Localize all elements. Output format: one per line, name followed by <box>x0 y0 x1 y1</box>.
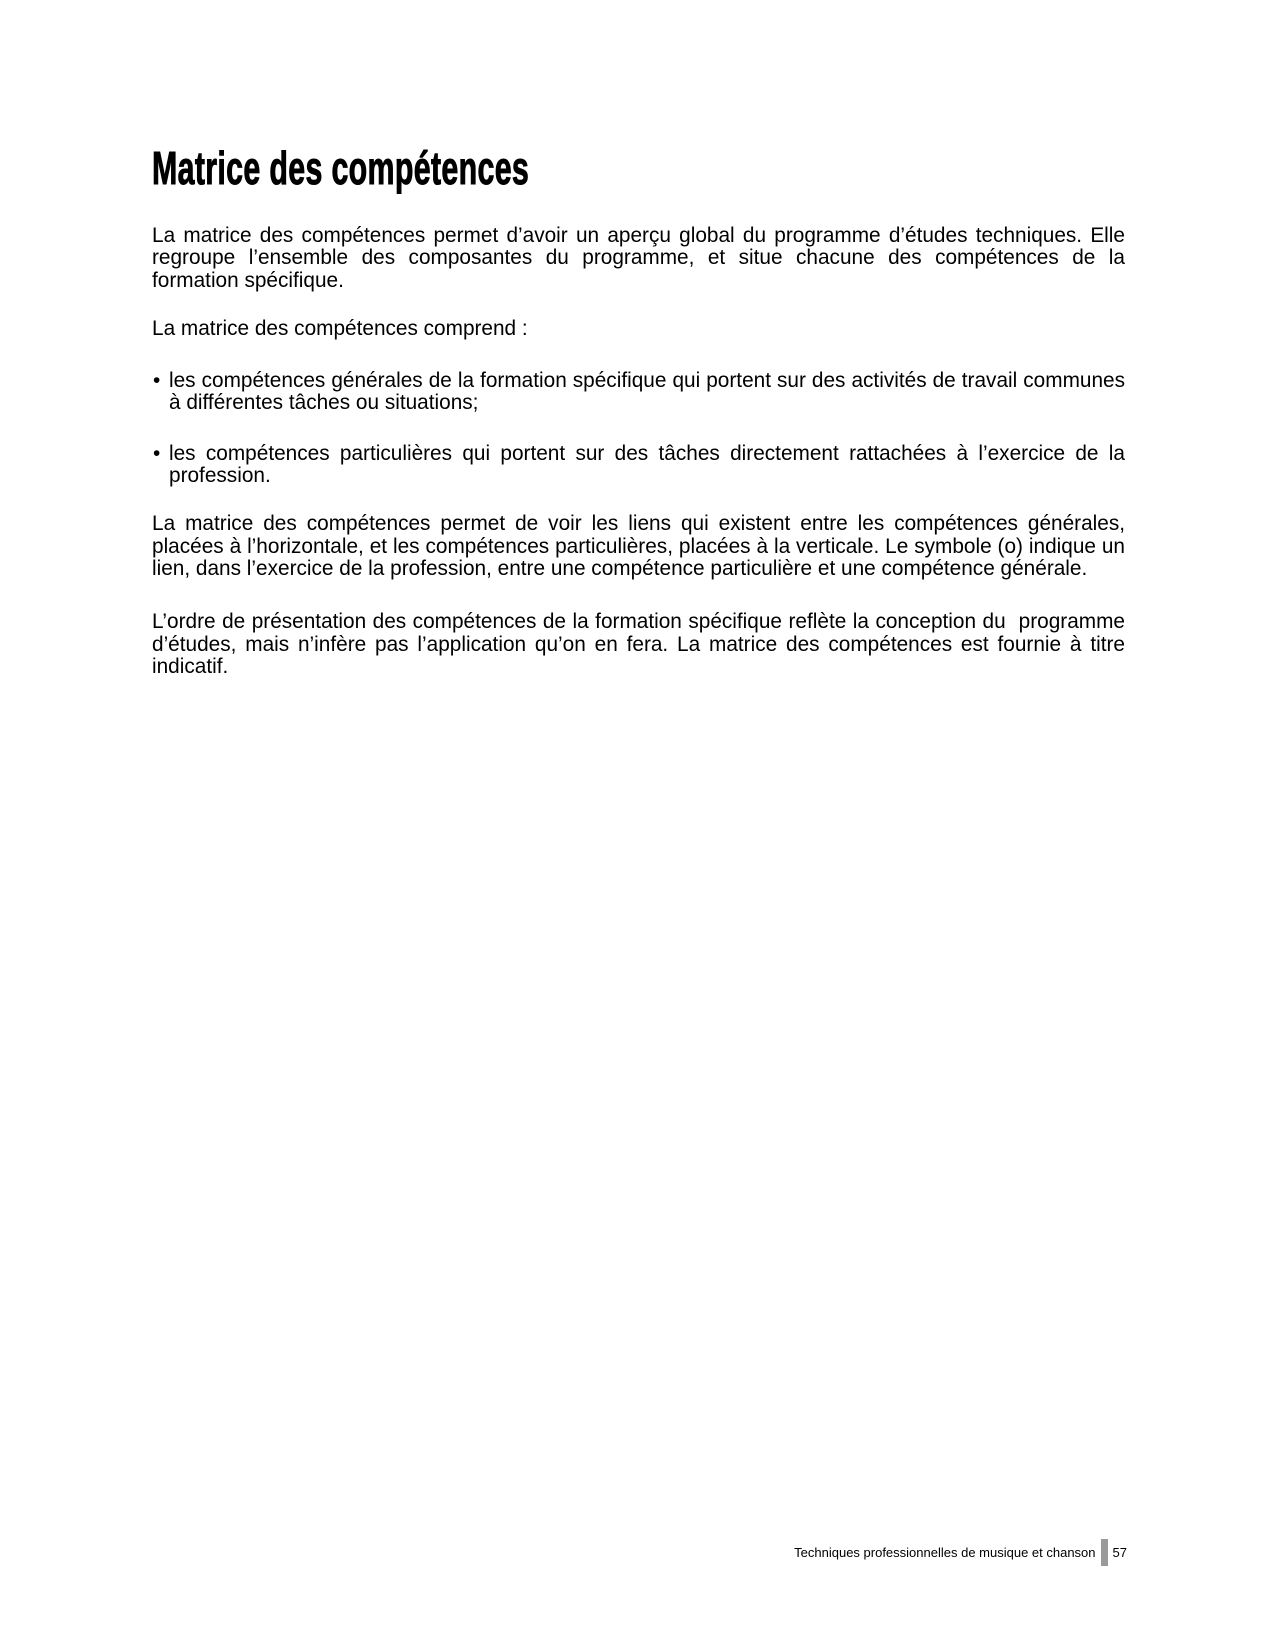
bullet-icon: • <box>153 441 161 465</box>
footer-divider-bar <box>1101 1539 1108 1566</box>
page-footer <box>794 1539 1127 1566</box>
list-item <box>152 443 1125 488</box>
paragraph-list-intro: La matrice des compétences comprend : <box>152 316 528 340</box>
paragraph-overview: La matrice des compétences permet d’avoir un aperçu global du programme d’études techniques. Elle regroupe l’ensemble des composantes du programme, et situe chacune des compétences de la formation spécifique. <box>152 224 1125 292</box>
footer-doc-title: Techniques professionnelles de musique et chanson <box>794 1545 1096 1560</box>
paragraph-order: L’ordre de présentation des compétences de la formation spécifique reflète la conception du programme d’études, mais n’infère pas l’application qu’on en fera. La matrice des compétences est fournie à titre indicatif. <box>152 610 1125 678</box>
list-item-text: les compétences générales de la formation spécifique qui portent sur des activités de travail communes à différentes tâches ou situations; <box>169 369 1125 415</box>
competences-bullet-list <box>152 370 1125 487</box>
page-title: Matrice des compétences <box>152 142 530 194</box>
footer-page-number: 57 <box>1112 1545 1127 1560</box>
paragraph-links: La matrice des compétences permet de voir les liens qui existent entre les compétences générales, placées à l’horizontale, et les compétences particulières, placées à la verticale. Le symbole (o) indique un lien, dans l’exercice de la profession, entre une compétence particulière et une compétence générale. <box>152 512 1125 580</box>
list-item-text: les compétences particulières qui portent sur des tâches directement rattachées à l’exercice de la profession. <box>169 441 1125 488</box>
list-item <box>152 370 1125 415</box>
page-content <box>152 0 1125 678</box>
bullet-icon: • <box>153 369 161 393</box>
